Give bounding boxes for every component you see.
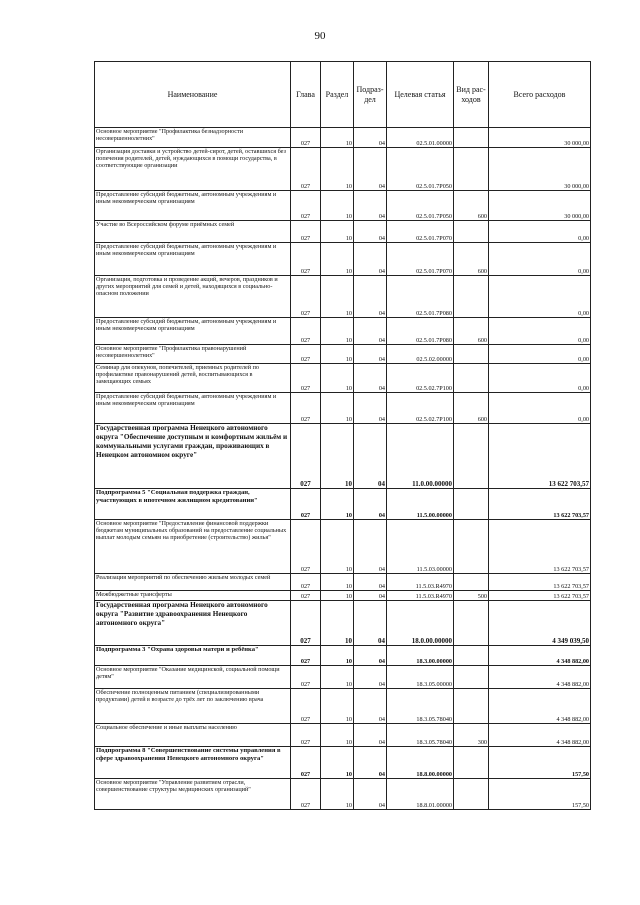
row-subsection: 04	[354, 724, 387, 747]
row-total: 13 622 703,57	[489, 520, 591, 574]
row-total: 157,50	[489, 747, 591, 779]
row-section: 10	[321, 393, 354, 424]
row-section: 10	[321, 424, 354, 489]
row-subsection: 04	[354, 221, 387, 243]
row-name: Подпрограмма 5 "Социальная поддержка граждан, участвующих в ипотечном жилищном кредитовании"	[95, 489, 291, 520]
row-target: 11.5.03.00000	[387, 520, 454, 574]
row-name: Реализация мероприятий по обеспечению жильем молодых семей	[95, 574, 291, 591]
row-section: 10	[321, 574, 354, 591]
row-total: 0,00	[489, 393, 591, 424]
table-row	[95, 666, 591, 689]
row-target: 18.0.00.00000	[387, 601, 454, 646]
row-subsection: 04	[354, 520, 387, 574]
row-subsection: 04	[354, 574, 387, 591]
table-row	[95, 424, 591, 489]
row-subsection: 04	[354, 779, 387, 810]
row-name: Основное мероприятие "Профилактика правонарушений несовершеннолетних"	[95, 345, 291, 364]
table-row	[95, 747, 591, 779]
row-section: 10	[321, 747, 354, 779]
row-total: 0,00	[489, 276, 591, 318]
row-section: 10	[321, 276, 354, 318]
table-header-row	[95, 62, 591, 128]
row-total: 4 348 882,00	[489, 689, 591, 724]
row-total: 4 349 039,50	[489, 601, 591, 646]
row-exp-type	[454, 148, 489, 191]
row-total: 13 622 703,57	[489, 574, 591, 591]
row-exp-type: 300	[454, 724, 489, 747]
row-section: 10	[321, 646, 354, 666]
row-name: Предоставление субсидий бюджетным, автономным учреждениям и иным некоммерческим организациям	[95, 243, 291, 276]
table-row	[95, 364, 591, 393]
row-chapter: 027	[291, 128, 321, 148]
row-section: 10	[321, 345, 354, 364]
row-target: 02.5.01.7Р050	[387, 191, 454, 221]
row-subsection: 04	[354, 128, 387, 148]
row-name: Обеспечение полноценным питанием (специализированными продуктами) детей в возрасте до трёх лет по заключению врача	[95, 689, 291, 724]
row-target: 02.5.01.7Р080	[387, 318, 454, 345]
row-target: 02.5.01.7Р050	[387, 148, 454, 191]
row-section: 10	[321, 489, 354, 520]
table-row	[95, 689, 591, 724]
row-chapter: 027	[291, 601, 321, 646]
row-subsection: 04	[354, 747, 387, 779]
row-name: Предоставление субсидий бюджетным, автономным учреждениям и иным некоммерческим организациям	[95, 393, 291, 424]
row-name: Государственная программа Ненецкого автономного округа "Развитие здравоохранения Ненецкого автономного округа"	[95, 601, 291, 646]
row-subsection: 04	[354, 191, 387, 221]
row-subsection: 04	[354, 666, 387, 689]
row-section: 10	[321, 243, 354, 276]
row-exp-type	[454, 489, 489, 520]
row-total: 30 000,00	[489, 148, 591, 191]
table-body	[95, 128, 591, 810]
row-target: 11.0.00.00000	[387, 424, 454, 489]
table-row	[95, 779, 591, 810]
row-target: 18.3.05.78040	[387, 724, 454, 747]
row-target: 11.5.00.00000	[387, 489, 454, 520]
header-section: Раздел	[321, 62, 354, 128]
row-exp-type	[454, 345, 489, 364]
row-subsection: 04	[354, 591, 387, 601]
row-exp-type	[454, 276, 489, 318]
header-name: Наименование	[95, 62, 291, 128]
row-subsection: 04	[354, 393, 387, 424]
table-row	[95, 520, 591, 574]
row-section: 10	[321, 591, 354, 601]
table-row	[95, 243, 591, 276]
row-target: 02.5.02.00000	[387, 345, 454, 364]
row-exp-type	[454, 221, 489, 243]
row-subsection: 04	[354, 601, 387, 646]
row-total: 0,00	[489, 221, 591, 243]
row-total: 13 622 703,57	[489, 489, 591, 520]
header-chapter: Глава	[291, 62, 321, 128]
row-exp-type	[454, 364, 489, 393]
row-subsection: 04	[354, 318, 387, 345]
row-total: 4 348 882,00	[489, 724, 591, 747]
row-chapter: 027	[291, 747, 321, 779]
row-exp-type	[454, 747, 489, 779]
table-row	[95, 574, 591, 591]
row-name: Основное мероприятие "Управление развитием отрасли, совершенствование структуры медицинских организаций"	[95, 779, 291, 810]
row-chapter: 027	[291, 779, 321, 810]
row-chapter: 027	[291, 345, 321, 364]
row-target: 02.5.01.7Р070	[387, 243, 454, 276]
row-chapter: 027	[291, 489, 321, 520]
row-total: 0,00	[489, 345, 591, 364]
table-row	[95, 601, 591, 646]
row-chapter: 027	[291, 666, 321, 689]
row-total: 30 000,00	[489, 128, 591, 148]
row-name: Участие во Всероссийском форуме приёмных семей	[95, 221, 291, 243]
row-total: 30 000,00	[489, 191, 591, 221]
row-target: 02.5.02.7Р100	[387, 393, 454, 424]
row-section: 10	[321, 128, 354, 148]
row-subsection: 04	[354, 148, 387, 191]
table-row	[95, 393, 591, 424]
row-exp-type: 600	[454, 393, 489, 424]
row-target: 02.5.01.00000	[387, 128, 454, 148]
row-exp-type	[454, 520, 489, 574]
row-name: Организация доставки и устройство детей-сирот, детей, оставшихся без попечения родителей, детей, нуждающихся в помощи государства, в соответствующие организации	[95, 148, 291, 191]
header-exp-type: Вид рас-ходов	[454, 62, 489, 128]
header-target: Целевая статья	[387, 62, 454, 128]
row-chapter: 027	[291, 393, 321, 424]
row-section: 10	[321, 148, 354, 191]
row-chapter: 027	[291, 520, 321, 574]
row-chapter: 027	[291, 689, 321, 724]
row-exp-type	[454, 128, 489, 148]
row-name: Основное мероприятие "Оказание медицинской, социальной помощи детям"	[95, 666, 291, 689]
table-row	[95, 724, 591, 747]
row-exp-type: 600	[454, 318, 489, 345]
row-chapter: 027	[291, 424, 321, 489]
row-name: Предоставление субсидий бюджетным, автономным учреждениям и иным некоммерческим организациям	[95, 318, 291, 345]
row-target: 18.8.00.00000	[387, 747, 454, 779]
row-target: 11.5.03.R4970	[387, 591, 454, 601]
row-exp-type: 500	[454, 591, 489, 601]
table-row	[95, 345, 591, 364]
row-name: Семинар для опекунов, попечителей, приемных родителей по профилактике правонарушений детей, воспитывающихся в замещающих семьях	[95, 364, 291, 393]
row-chapter: 027	[291, 243, 321, 276]
row-target: 18.3.05.00000	[387, 666, 454, 689]
row-target: 02.5.01.7Р070	[387, 221, 454, 243]
row-section: 10	[321, 221, 354, 243]
row-target: 18.3.00.00000	[387, 646, 454, 666]
row-chapter: 027	[291, 191, 321, 221]
table-row	[95, 318, 591, 345]
row-section: 10	[321, 520, 354, 574]
row-chapter: 027	[291, 646, 321, 666]
row-target: 02.5.01.7Р080	[387, 276, 454, 318]
table-row	[95, 148, 591, 191]
row-section: 10	[321, 601, 354, 646]
row-subsection: 04	[354, 364, 387, 393]
table-row	[95, 221, 591, 243]
row-chapter: 027	[291, 591, 321, 601]
row-exp-type	[454, 601, 489, 646]
row-name: Основное мероприятие "Предоставление финансовой поддержки бюджетам муниципальных образований на предоставление социальных выплат молодым семьям на приобретение (строительство) жилья"	[95, 520, 291, 574]
row-total: 13 622 703,57	[489, 591, 591, 601]
row-target: 02.5.02.7Р100	[387, 364, 454, 393]
row-subsection: 04	[354, 243, 387, 276]
row-chapter: 027	[291, 724, 321, 747]
row-exp-type	[454, 574, 489, 591]
row-name: Подпрограмма 8 "Совершенствование системы управления в сфере здравоохранения Ненецкого автономного округа"	[95, 747, 291, 779]
row-exp-type	[454, 646, 489, 666]
row-name: Государственная программа Ненецкого автономного округа "Обеспечение доступным и комфортным жильём и коммунальными услугами граждан, проживающих в Ненецком автономном округе"	[95, 424, 291, 489]
row-name: Социальное обеспечение и иные выплаты населению	[95, 724, 291, 747]
row-chapter: 027	[291, 221, 321, 243]
row-name: Подпрограмма 3 "Охрана здоровья матери и ребёнка"	[95, 646, 291, 666]
table-row	[95, 591, 591, 601]
page-number: 90	[314, 30, 326, 42]
row-section: 10	[321, 364, 354, 393]
header-subsection: Подраз-дел	[354, 62, 387, 128]
row-target: 18.8.01.00000	[387, 779, 454, 810]
row-section: 10	[321, 724, 354, 747]
row-chapter: 027	[291, 276, 321, 318]
row-target: 11.5.03.R4970	[387, 574, 454, 591]
row-name: Организация, подготовка и проведение акций, вечеров, праздников и других мероприятий для семей и детей, находящихся в социально-опасном положении	[95, 276, 291, 318]
row-exp-type: 600	[454, 243, 489, 276]
row-total: 0,00	[489, 243, 591, 276]
row-subsection: 04	[354, 689, 387, 724]
row-section: 10	[321, 779, 354, 810]
row-section: 10	[321, 318, 354, 345]
row-total: 0,00	[489, 318, 591, 345]
table-row	[95, 128, 591, 148]
row-exp-type	[454, 666, 489, 689]
row-total: 4 348 882,00	[489, 646, 591, 666]
table-row	[95, 489, 591, 520]
header-total: Всего расходов	[489, 62, 591, 128]
table-row	[95, 191, 591, 221]
row-section: 10	[321, 689, 354, 724]
row-exp-type	[454, 689, 489, 724]
row-name: Предоставление субсидий бюджетным, автономным учреждениям и иным некоммерческим организациям	[95, 191, 291, 221]
row-name: Основное мероприятие "Профилактика безнадзорности несовершеннолетних"	[95, 128, 291, 148]
row-total: 4 348 882,00	[489, 666, 591, 689]
row-subsection: 04	[354, 276, 387, 318]
row-total: 13 622 703,57	[489, 424, 591, 489]
row-subsection: 04	[354, 489, 387, 520]
row-section: 10	[321, 666, 354, 689]
row-chapter: 027	[291, 318, 321, 345]
row-subsection: 04	[354, 345, 387, 364]
row-chapter: 027	[291, 574, 321, 591]
table-row	[95, 646, 591, 666]
row-subsection: 04	[354, 646, 387, 666]
row-section: 10	[321, 191, 354, 221]
row-exp-type	[454, 424, 489, 489]
row-chapter: 027	[291, 148, 321, 191]
row-name: Межбюджетные трансферты	[95, 591, 291, 601]
row-exp-type: 600	[454, 191, 489, 221]
row-subsection: 04	[354, 424, 387, 489]
budget-table	[94, 61, 591, 810]
row-total: 157,50	[489, 779, 591, 810]
row-target: 18.3.05.78040	[387, 689, 454, 724]
table-row	[95, 276, 591, 318]
row-exp-type	[454, 779, 489, 810]
row-chapter: 027	[291, 364, 321, 393]
row-total: 0,00	[489, 364, 591, 393]
